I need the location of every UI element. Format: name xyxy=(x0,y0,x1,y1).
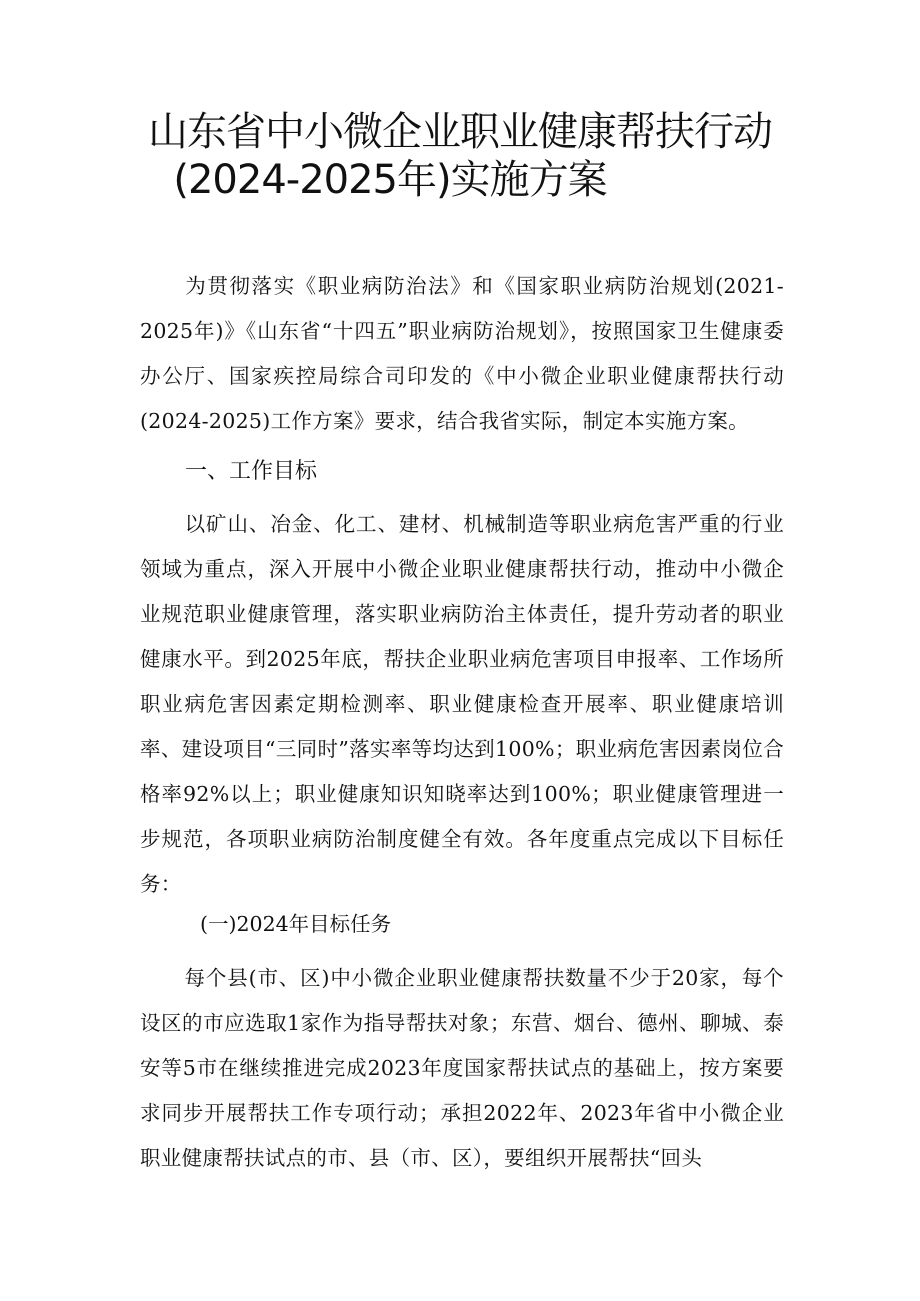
section1-paragraph xyxy=(140,502,784,907)
subsection1-paragraph xyxy=(140,956,784,1181)
intro-text: 为贯彻落实《职业病防治法》和《国家职业病防治规划(2021-2025年)》《山东省“十四五”职业病防治规划》，按照国家卫生健康委办公厅、国家疾控局综合司印发的《中小微企业职业健康帮扶行动(2024-2025)工作方案》要求，结合我省实际，制定本实施方案。 xyxy=(140,274,784,433)
section1-text: 以矿山、冶金、化工、建材、机械制造等职业病危害严重的行业领域为重点，深入开展中小微企业职业健康帮扶行动，推动中小微企业规范职业健康管理，落实职业病防治主体责任，提升劳动者的职业健康水平。到2025年底，帮扶企业职业病危害项目申报率、工作场所职业病危害因素定期检测率、职业健康检查开展率、职业健康培训率、建设项目“三同时”落实率等均达到100%；职业病危害因素岗位合格率92%以上；职业健康知识知晓率达到100%；职业健康管理进一步规范，各项职业病防治制度健全有效。各年度重点完成以下目标任务： xyxy=(140,512,784,896)
document-title-line1: 山东省中小微企业职业健康帮扶行动 xyxy=(148,109,772,155)
intro-paragraph xyxy=(140,264,784,444)
subsection1-text: 每个县(市、区)中小微企业职业健康帮扶数量不少于20家，每个设区的市应选取1家作为指导帮扶对象；东营、烟台、德州、聊城、泰安等5市在继续推进完成2023年度国家帮扶试点的基础上，按方案要求同步开展帮扶工作专项行动；承担2022年、2023年省中小微企业职业健康帮扶试点的市、县（市、区），要组织开展帮扶“回头 xyxy=(140,966,784,1170)
subsection-heading-2024-goals: (一)2024年目标任务 xyxy=(200,912,392,936)
document-title-line2: (2024-2025年)实施方案 xyxy=(173,157,607,203)
section-heading-work-goals: 一、工作目标 xyxy=(185,459,318,484)
